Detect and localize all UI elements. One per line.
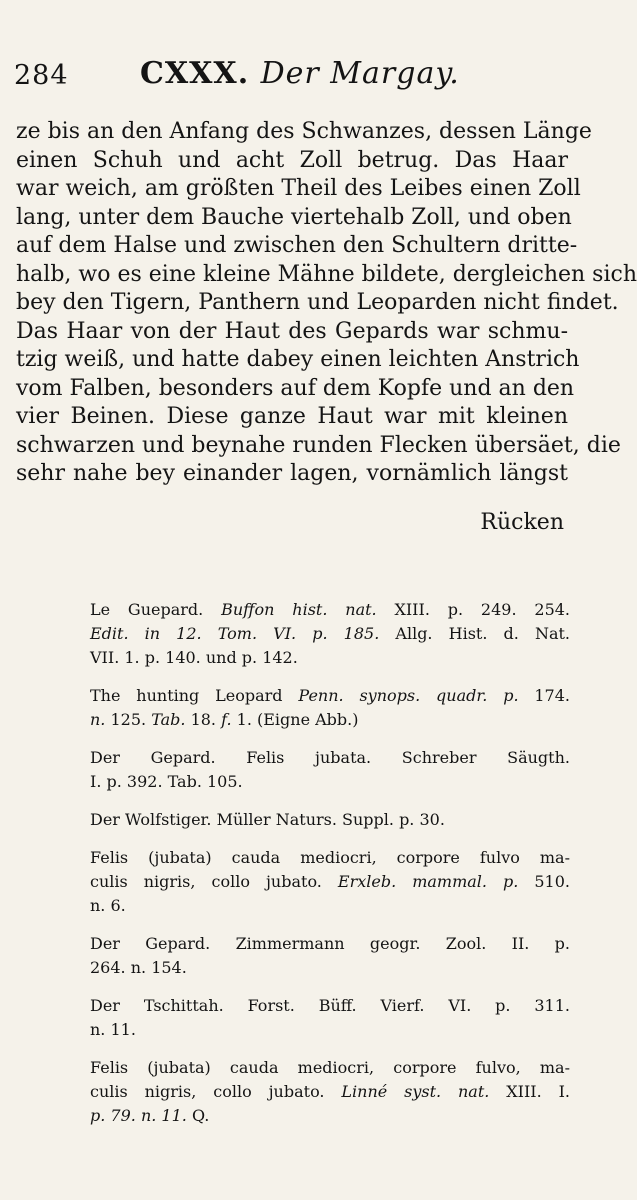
- reference-segment: Penn. synops. quadr. p.: [298, 686, 519, 705]
- reference-entry: [90, 746, 570, 794]
- reference-segment: I. p. 392. Tab. 105.: [90, 772, 243, 791]
- reference-segment: 1. (Eigne Abb.): [231, 710, 359, 729]
- reference-entry: [90, 994, 570, 1042]
- reference-segment: Le Guepard.: [90, 600, 222, 619]
- reference-entry: [90, 846, 570, 918]
- page-header: [14, 56, 574, 96]
- reference-line: [90, 708, 570, 732]
- reference-entry: [90, 598, 570, 670]
- reference-segment: The hunting Leopard: [90, 686, 299, 705]
- reference-segment: VII. 1. p. 140. und p. 142.: [90, 648, 298, 667]
- reference-segment: Allg. Hist. d. Nat.: [379, 624, 571, 643]
- catchword: Rücken: [480, 510, 564, 535]
- reference-segment: Felis (jubata) cauda mediocri, corpore fulvo ma-: [90, 848, 570, 867]
- page-number: 284: [14, 60, 69, 91]
- reference-line: [90, 956, 570, 980]
- body-text: [16, 118, 637, 489]
- reference-line: [90, 770, 570, 794]
- reference-segment: Der Tschittah. Forst. Büff. Vierf. VI. p. 311.: [90, 996, 570, 1015]
- reference-line: [90, 894, 570, 918]
- reference-line: [90, 994, 570, 1018]
- reference-line: [90, 870, 570, 894]
- reference-segment: Q.: [186, 1106, 210, 1125]
- reference-segment: f.: [221, 710, 232, 729]
- reference-segment: 18.: [185, 710, 222, 729]
- reference-segment: Buffon hist. nat.: [221, 600, 377, 619]
- reference-segment: culis nigris, collo jubato.: [90, 872, 338, 891]
- body-line: vier Beinen. Diese ganze Haut war mit kleinen: [16, 404, 568, 429]
- body-line: vom Falben, besonders auf dem Kopfe und an den: [16, 375, 575, 401]
- reference-entry: [90, 684, 570, 732]
- reference-segment: n. 11.: [90, 1020, 136, 1039]
- reference-segment: Der Gepard. Felis jubata. Schreber Säugth.: [90, 748, 570, 767]
- reference-segment: Tab.: [151, 710, 186, 729]
- body-line: sehr nahe bey einander lagen, vornämlich längst: [16, 461, 568, 486]
- reference-segment: XIII. I.: [489, 1082, 570, 1101]
- reference-line: [90, 808, 570, 832]
- reference-segment: XIII. p. 249. 254.: [376, 600, 571, 619]
- reference-entry: [90, 1056, 570, 1128]
- reference-line: [90, 598, 570, 622]
- body-line: war weich, am größten Theil des Leibes einen Zoll: [16, 176, 581, 201]
- running-head: [140, 56, 460, 91]
- body-line: lang, unter dem Bauche viertehalb Zoll, und oben: [16, 204, 572, 230]
- section-title: Der Margay.: [260, 56, 460, 91]
- body-line: ze bis an den Anfang des Schwanzes, dessen Länge: [16, 119, 592, 144]
- reference-line: [90, 846, 570, 870]
- reference-segment: 510.: [518, 872, 570, 891]
- reference-line: [90, 646, 570, 670]
- reference-segment: culis nigris, collo jubato.: [90, 1082, 342, 1101]
- reference-segment: Erxleb. mammal. p.: [337, 872, 519, 891]
- reference-line: [90, 932, 570, 956]
- reference-segment: Linné syst. nat.: [341, 1082, 490, 1101]
- reference-line: [90, 1056, 570, 1080]
- body-line: bey den Tigern, Panthern und Leoparden nicht findet.: [16, 290, 619, 315]
- reference-segment: Felis (jubata) cauda mediocri, corpore fulvo, ma-: [90, 1058, 570, 1077]
- reference-segment: p. 79. n. 11.: [90, 1106, 187, 1125]
- reference-list: [90, 598, 570, 1142]
- body-line: auf dem Halse und zwischen den Schultern dritte-: [16, 233, 578, 258]
- section-number: CXXX.: [140, 56, 250, 91]
- reference-line: [90, 1018, 570, 1042]
- reference-segment: Der Gepard. Zimmermann geogr. Zool. II. p.: [90, 934, 570, 953]
- reference-segment: 264. n. 154.: [90, 958, 187, 977]
- reference-entry: [90, 808, 570, 832]
- reference-segment: Der Wolfstiger. Müller Naturs. Suppl. p. 30.: [90, 810, 445, 829]
- reference-segment: 174.: [518, 686, 571, 705]
- body-line: einen Schuh und acht Zoll betrug. Das Haar: [16, 147, 568, 173]
- reference-segment: 125.: [105, 710, 152, 729]
- body-line: Das Haar von der Haut des Gepards war schmu-: [16, 318, 568, 344]
- reference-entry: [90, 932, 570, 980]
- body-line: schwarzen und beynahe runden Flecken übersäet, die: [16, 432, 621, 458]
- reference-line: [90, 1104, 570, 1128]
- body-line: halb, wo es eine kleine Mähne bildete, dergleichen sich: [16, 261, 637, 287]
- reference-line: [90, 1080, 570, 1104]
- reference-line: [90, 746, 570, 770]
- reference-segment: n.: [90, 710, 106, 729]
- reference-segment: Edit. in 12. Tom. VI. p. 185.: [90, 624, 380, 643]
- reference-line: [90, 622, 570, 646]
- reference-line: [90, 684, 570, 708]
- reference-segment: n. 6.: [90, 896, 126, 915]
- body-line: tzig weiß, und hatte dabey einen leichten Anstrich: [16, 347, 580, 372]
